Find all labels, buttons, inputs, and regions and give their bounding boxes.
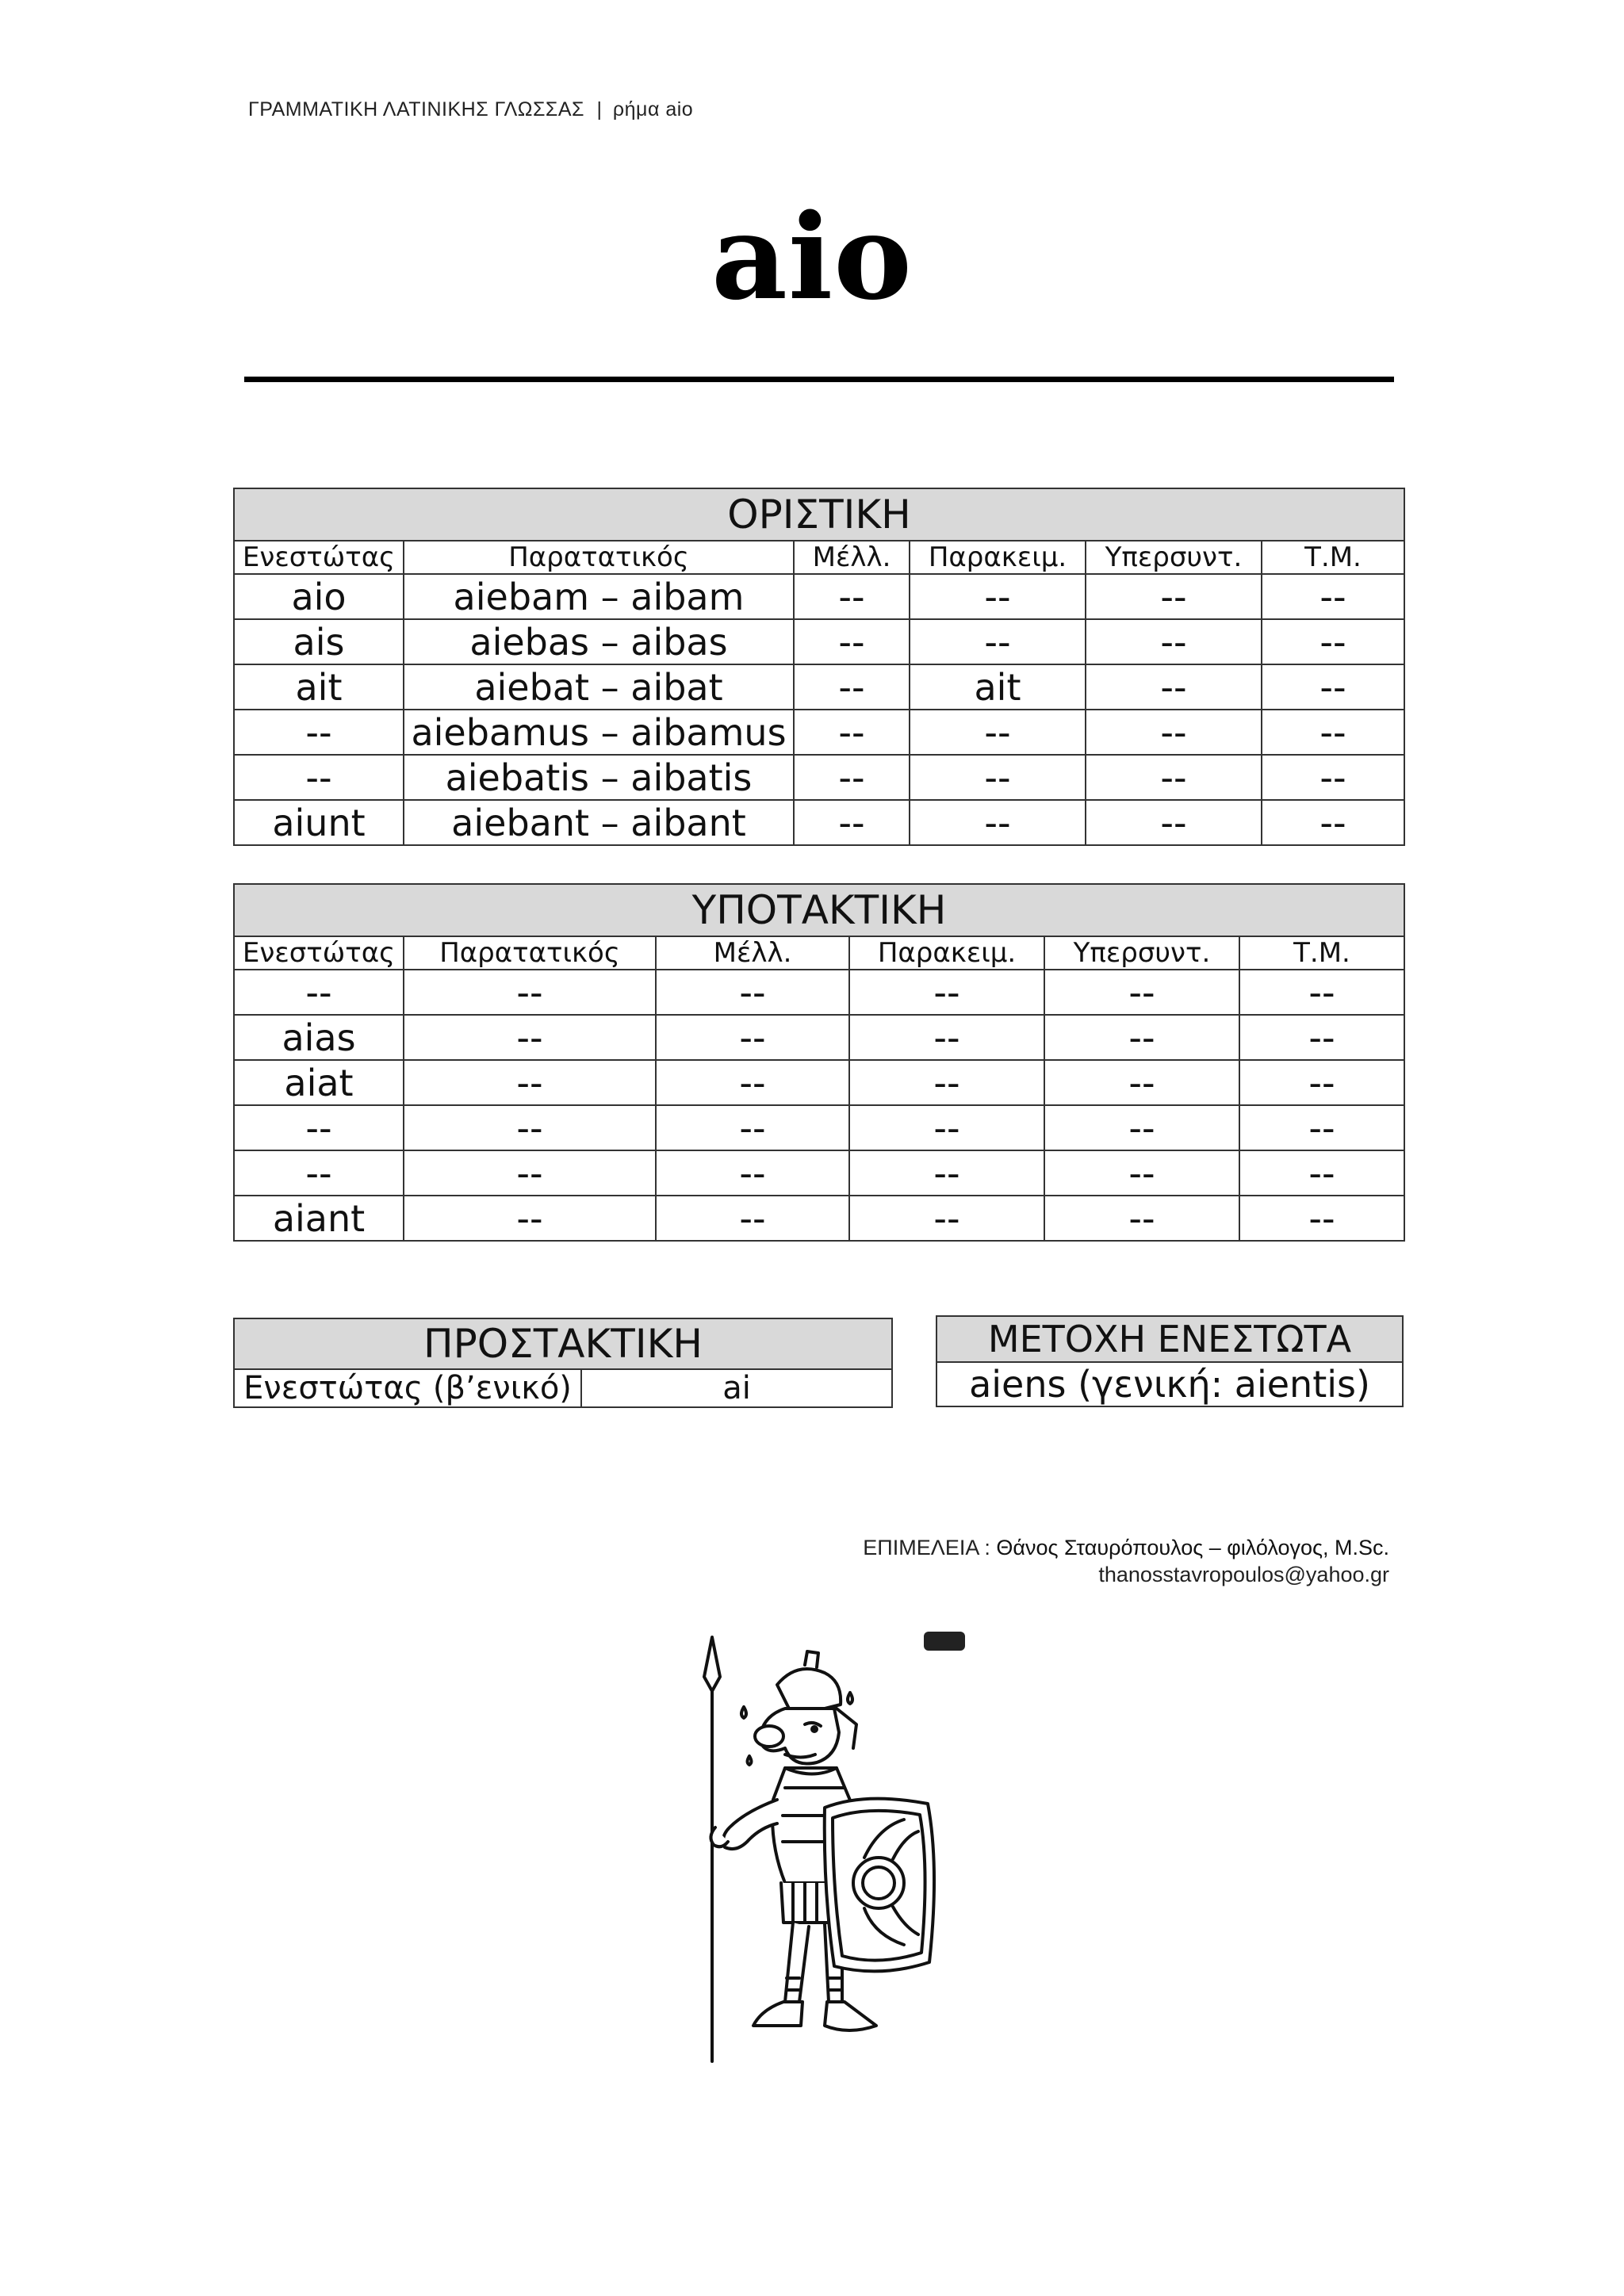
imperative-table bbox=[233, 1318, 893, 1408]
table-cell: -- bbox=[1239, 1060, 1404, 1105]
imperative-label: Ενεστώτας (β’ενικό) bbox=[234, 1369, 581, 1407]
table-cell: -- bbox=[404, 1015, 656, 1060]
table-cell: -- bbox=[656, 1196, 849, 1241]
column-header: Τ.Μ. bbox=[1239, 936, 1404, 970]
table-cell: -- bbox=[849, 1105, 1044, 1150]
table-cell: -- bbox=[656, 1060, 849, 1105]
column-header: Παρατατικός bbox=[404, 936, 656, 970]
table-cell: aio bbox=[234, 574, 404, 619]
column-header: Υπερσυντ. bbox=[1044, 936, 1239, 970]
table-row bbox=[234, 710, 1404, 755]
table-cell: aiant bbox=[234, 1196, 404, 1241]
table-cell: -- bbox=[794, 664, 910, 710]
table-cell: -- bbox=[656, 1105, 849, 1150]
indicative-column-headers bbox=[234, 541, 1404, 574]
indicative-mood-title: ΟΡΙΣΤΙΚΗ bbox=[234, 488, 1404, 541]
table-cell: -- bbox=[1239, 1105, 1404, 1150]
credit-author: Θάνος Σταυρόπουλος – φιλόλογος, M.Sc. bbox=[996, 1536, 1389, 1559]
table-row bbox=[234, 1105, 1404, 1150]
table-cell: -- bbox=[1262, 800, 1404, 845]
table-row bbox=[936, 1362, 1403, 1406]
table-row bbox=[234, 619, 1404, 664]
table-row bbox=[234, 1015, 1404, 1060]
table-cell: -- bbox=[656, 970, 849, 1015]
table-cell: -- bbox=[1239, 1150, 1404, 1196]
table-cell: aiunt bbox=[234, 800, 404, 845]
roman-legionary-cartoon-icon bbox=[666, 1629, 967, 2081]
column-header: Μέλλ. bbox=[656, 936, 849, 970]
table-row bbox=[234, 1196, 1404, 1241]
imperative-value: ai bbox=[581, 1369, 892, 1407]
table-cell: -- bbox=[794, 710, 910, 755]
indicative-table bbox=[233, 488, 1405, 846]
table-cell: -- bbox=[656, 1015, 849, 1060]
table-cell: -- bbox=[849, 970, 1044, 1015]
table-cell: aias bbox=[234, 1015, 404, 1060]
table-cell: -- bbox=[1086, 710, 1262, 755]
table-cell: ais bbox=[234, 619, 404, 664]
column-header: Μέλλ. bbox=[794, 541, 910, 574]
table-cell: -- bbox=[1239, 1015, 1404, 1060]
credit-line bbox=[863, 1534, 1389, 1561]
table-row bbox=[234, 1150, 1404, 1196]
participle-table bbox=[936, 1315, 1404, 1407]
table-cell: -- bbox=[1086, 619, 1262, 664]
table-row bbox=[234, 800, 1404, 845]
table-cell: -- bbox=[656, 1150, 849, 1196]
table-cell: -- bbox=[1044, 1060, 1239, 1105]
table-cell: -- bbox=[1239, 1196, 1404, 1241]
table-cell: -- bbox=[1044, 1015, 1239, 1060]
table-row bbox=[234, 1060, 1404, 1105]
table-cell: -- bbox=[1262, 619, 1404, 664]
table-cell: -- bbox=[1044, 1105, 1239, 1150]
table-cell: -- bbox=[910, 800, 1086, 845]
table-cell: -- bbox=[849, 1060, 1044, 1105]
column-header: Παρακειμ. bbox=[849, 936, 1044, 970]
column-header: Ενεστώτας bbox=[234, 541, 404, 574]
table-cell: -- bbox=[404, 1105, 656, 1150]
header-subject: ΓΡΑΜΜΑΤΙΚΗ ΛΑΤΙΝΙΚΗΣ ΓΛΩΣΣΑΣ bbox=[248, 98, 585, 121]
table-cell: -- bbox=[1262, 755, 1404, 800]
table-cell: -- bbox=[1044, 1196, 1239, 1241]
column-header: Ενεστώτας bbox=[234, 936, 404, 970]
column-header: Τ.Μ. bbox=[1262, 541, 1404, 574]
table-row bbox=[234, 970, 1404, 1015]
credit-prefix: ΕΠΙΜΕΛΕΙΑ : bbox=[863, 1536, 990, 1559]
table-cell: -- bbox=[234, 1105, 404, 1150]
table-cell: -- bbox=[794, 574, 910, 619]
table-cell: -- bbox=[794, 619, 910, 664]
table-cell: -- bbox=[234, 710, 404, 755]
subjunctive-table bbox=[233, 883, 1405, 1242]
table-cell: -- bbox=[1262, 664, 1404, 710]
table-cell: aiebam – aibam bbox=[404, 574, 794, 619]
table-cell: -- bbox=[1086, 800, 1262, 845]
subjunctive-mood-title: ΥΠΟΤΑΚΤΙΚΗ bbox=[234, 884, 1404, 936]
table-cell: -- bbox=[404, 1060, 656, 1105]
table-row bbox=[234, 755, 1404, 800]
document-header bbox=[248, 98, 693, 121]
participle-value: aiens (γενική: aientis) bbox=[936, 1362, 1403, 1406]
table-cell: -- bbox=[1086, 755, 1262, 800]
imperative-mood-title: ΠΡΟΣΤΑΚΤΙΚΗ bbox=[234, 1318, 892, 1369]
table-cell: -- bbox=[910, 574, 1086, 619]
table-cell: aiebat – aibat bbox=[404, 664, 794, 710]
table-row bbox=[234, 574, 1404, 619]
column-header: Παρακειμ. bbox=[910, 541, 1086, 574]
table-cell: -- bbox=[404, 970, 656, 1015]
table-cell: -- bbox=[849, 1015, 1044, 1060]
table-cell: aiebamus – aibamus bbox=[404, 710, 794, 755]
table-cell: -- bbox=[234, 1150, 404, 1196]
credit-email: thanosstavropoulos@yahoo.gr bbox=[1098, 1563, 1389, 1586]
table-cell: -- bbox=[404, 1150, 656, 1196]
table-cell: aiebant – aibant bbox=[404, 800, 794, 845]
table-cell: -- bbox=[1239, 970, 1404, 1015]
table-cell: -- bbox=[849, 1196, 1044, 1241]
table-cell: -- bbox=[910, 619, 1086, 664]
table-cell: ait bbox=[910, 664, 1086, 710]
table-cell: -- bbox=[234, 970, 404, 1015]
table-cell: ait bbox=[234, 664, 404, 710]
participle-mood-title: ΜΕΤΟΧΗ ΕΝΕΣΤΩΤΑ bbox=[936, 1316, 1403, 1362]
header-topic: ρήμα aio bbox=[612, 98, 694, 121]
title-underline bbox=[244, 377, 1394, 382]
table-cell: aiebatis – aibatis bbox=[404, 755, 794, 800]
page-title: aio bbox=[711, 188, 913, 326]
table-cell: -- bbox=[404, 1196, 656, 1241]
header-separator: | bbox=[596, 98, 603, 121]
credit-block bbox=[863, 1534, 1389, 1588]
table-cell: -- bbox=[910, 755, 1086, 800]
table-row bbox=[234, 1369, 892, 1407]
table-cell: -- bbox=[794, 800, 910, 845]
table-cell: -- bbox=[794, 755, 910, 800]
table-cell: -- bbox=[234, 755, 404, 800]
column-header: Παρατατικός bbox=[404, 541, 794, 574]
table-cell: -- bbox=[1044, 970, 1239, 1015]
table-cell: -- bbox=[1262, 710, 1404, 755]
table-cell: -- bbox=[1086, 574, 1262, 619]
table-cell: -- bbox=[910, 710, 1086, 755]
table-cell: aiebas – aibas bbox=[404, 619, 794, 664]
column-header: Υπερσυντ. bbox=[1086, 541, 1262, 574]
table-cell: -- bbox=[849, 1150, 1044, 1196]
table-cell: aiat bbox=[234, 1060, 404, 1105]
table-cell: -- bbox=[1086, 664, 1262, 710]
table-cell: -- bbox=[1044, 1150, 1239, 1196]
table-row bbox=[234, 664, 1404, 710]
table-cell: -- bbox=[1262, 574, 1404, 619]
subjunctive-column-headers bbox=[234, 936, 1404, 970]
